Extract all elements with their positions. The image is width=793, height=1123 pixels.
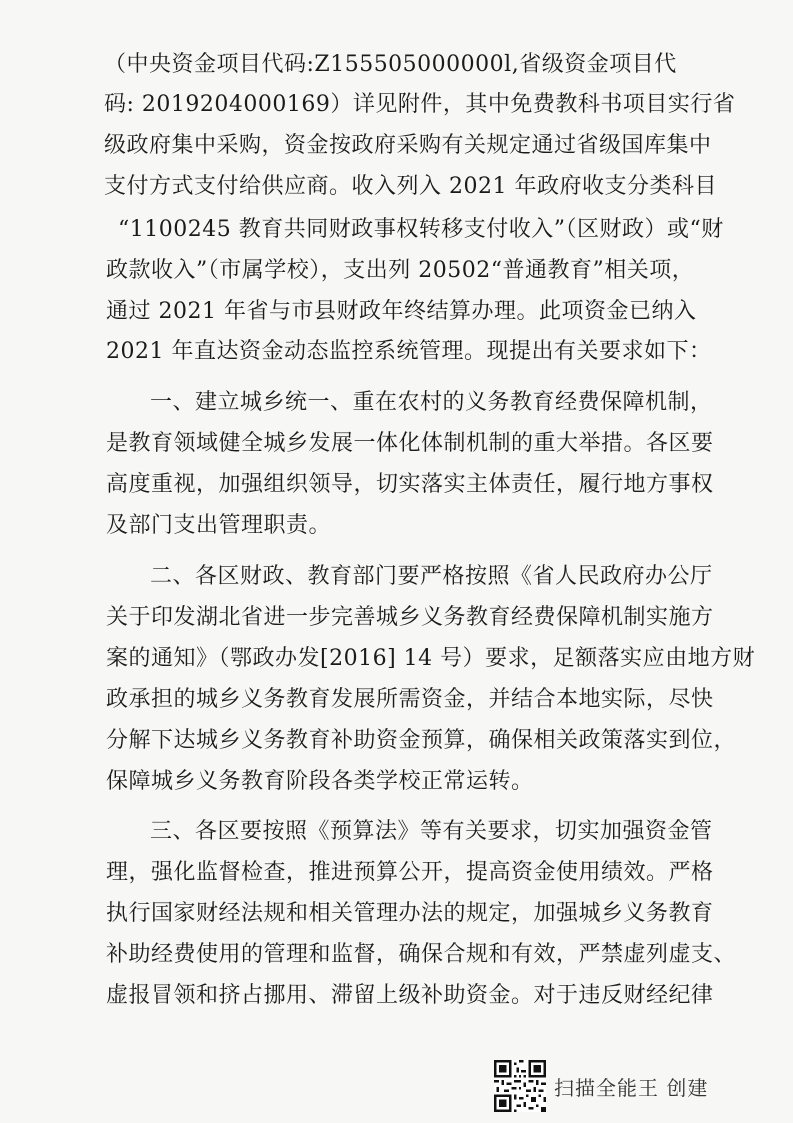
text-line-3: 级政府集中采购，资金按政府采购有关规定通过省级国库集中 [104, 133, 712, 158]
scanner-watermark [494, 1056, 708, 1116]
text-line-13: 二、各区财政、教育部门要严格按照《省人民政府办公厅 [150, 564, 713, 589]
watermark-text: 扫描全能王 创建 [554, 1075, 709, 1100]
text-line-6: 政款收入”（市属学校），支出列 20502“普通教育”相关项， [106, 258, 695, 283]
text-line-16: 政承担的城乡义务教育发展所需资金，并结合本地实际，尽快 [106, 687, 714, 712]
text-line-11: 高度重视，加强组织领导，切实落实主体责任，履行地方事权 [106, 472, 714, 497]
text-line-21: 执行国家财经法规和相关管理办法的规定，加强城乡义务教育 [106, 901, 714, 926]
text-line-17: 分解下达城乡义务教育补助资金预算，确保相关政策落实到位， [106, 728, 737, 753]
text-line-19: 三、各区要按照《预算法》等有关要求，切实加强资金管 [150, 819, 713, 844]
text-line-23: 虚报冒领和挤占挪用、滞留上级补助资金。对于违反财经纪律 [106, 983, 714, 1008]
text-line-15: 案的通知》（鄂政办发[2016] 14 号）要求，足额落实应由地方财 [106, 646, 756, 671]
text-line-10: 是教育领域健全城乡发展一体化体制机制的重大举措。各区要 [106, 431, 714, 456]
text-line-9: 一、建立城乡统一、重在农村的义务教育经费保障机制， [150, 390, 713, 415]
text-line-22: 补助经费使用的管理和监督，确保合规和有效，严禁虚列虚支、 [106, 942, 737, 967]
text-line-20: 理，强化监督检查，推进预算公开，提高资金使用绩效。严格 [106, 860, 714, 885]
text-line-8: 2021 年直达资金动态监控系统管理。现提出有关要求如下： [106, 339, 712, 364]
text-line-7: 通过 2021 年省与市县财政年终结算办理。此项资金已纳入 [106, 299, 697, 324]
text-line-5: “1100245 教育共同财政事权转移支付收入”（区财政）或“财 [118, 217, 724, 242]
text-line-18: 保障城乡义务教育阶段各类学校正常运转。 [106, 769, 534, 794]
text-line-1: （中央资金项目代码:Z155505000000l,省级资金项目代 [104, 52, 677, 77]
qr-code-icon [494, 1060, 546, 1112]
text-line-14: 关于印发湖北省进一步完善城乡义务教育经费保障机制实施方 [106, 605, 714, 630]
text-line-12: 及部门支出管理职责。 [106, 513, 332, 538]
text-line-2: 码: 2019204000169）详见附件，其中免费教科书项目实行省 [104, 92, 736, 117]
text-line-4: 支付方式支付给供应商。收入列入 2021 年政府收支分类科目 [104, 174, 717, 199]
